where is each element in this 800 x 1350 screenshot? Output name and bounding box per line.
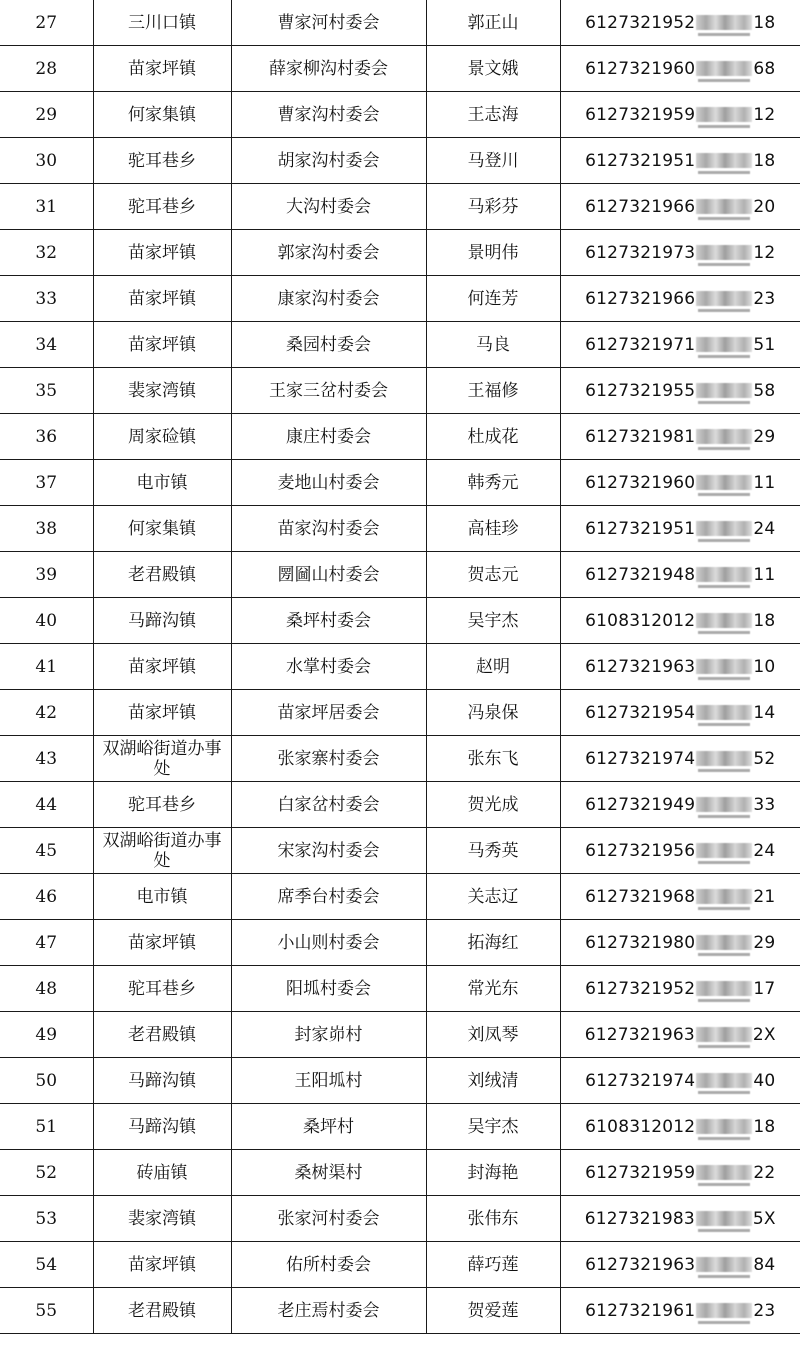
id-number-prefix: 6127321948 bbox=[585, 564, 696, 585]
id-number-suffix: 33 bbox=[753, 794, 776, 815]
town-cell: 三川口镇 bbox=[93, 0, 231, 46]
town-cell: 苗家坪镇 bbox=[93, 46, 231, 92]
town-cell: 驼耳巷乡 bbox=[93, 138, 231, 184]
table-row bbox=[0, 552, 800, 598]
id-number-cell bbox=[560, 368, 800, 414]
row-number-cell: 47 bbox=[0, 920, 93, 966]
village-cell: 麦地山村委会 bbox=[231, 460, 426, 506]
village-cell: 桑坪村 bbox=[231, 1104, 426, 1150]
person-name-cell: 薛巧莲 bbox=[426, 1242, 560, 1288]
id-number-suffix: 84 bbox=[753, 1254, 776, 1275]
id-number-prefix: 6127321963 bbox=[585, 656, 696, 677]
table-row bbox=[0, 368, 800, 414]
id-number-prefix: 6127321966 bbox=[585, 196, 696, 217]
id-redaction-blur bbox=[696, 705, 752, 720]
table-row bbox=[0, 46, 800, 92]
id-number-prefix: 6127321954 bbox=[585, 702, 696, 723]
table-row bbox=[0, 782, 800, 828]
town-cell: 苗家坪镇 bbox=[93, 920, 231, 966]
town-cell: 老君殿镇 bbox=[93, 552, 231, 598]
village-cell: 圐圙山村委会 bbox=[231, 552, 426, 598]
village-cell: 封家峁村 bbox=[231, 1012, 426, 1058]
id-number-cell bbox=[560, 92, 800, 138]
id-number-prefix: 6127321963 bbox=[585, 1254, 696, 1275]
id-redaction-blur bbox=[696, 337, 752, 352]
village-cell: 桑坪村委会 bbox=[231, 598, 426, 644]
row-number-cell: 39 bbox=[0, 552, 93, 598]
person-name-cell: 张东飞 bbox=[426, 736, 560, 782]
town-cell: 苗家坪镇 bbox=[93, 644, 231, 690]
id-number-cell bbox=[560, 552, 800, 598]
id-number-suffix: 18 bbox=[753, 12, 776, 33]
village-cell: 薛家柳沟村委会 bbox=[231, 46, 426, 92]
row-number-cell: 33 bbox=[0, 276, 93, 322]
town-cell: 马蹄沟镇 bbox=[93, 1058, 231, 1104]
id-number-suffix: 14 bbox=[753, 702, 776, 723]
village-cell: 王阳坬村 bbox=[231, 1058, 426, 1104]
row-number-cell: 54 bbox=[0, 1242, 93, 1288]
id-number-cell bbox=[560, 1012, 800, 1058]
town-cell: 马蹄沟镇 bbox=[93, 1104, 231, 1150]
id-number-suffix: 12 bbox=[753, 242, 776, 263]
id-redaction-blur bbox=[696, 383, 752, 398]
person-name-cell: 王福修 bbox=[426, 368, 560, 414]
table-row bbox=[0, 736, 800, 782]
row-number-cell: 45 bbox=[0, 828, 93, 874]
id-redaction-blur bbox=[696, 843, 752, 858]
village-cell: 曹家沟村委会 bbox=[231, 92, 426, 138]
id-number-suffix: 5X bbox=[752, 1208, 776, 1229]
town-cell: 驼耳巷乡 bbox=[93, 966, 231, 1012]
id-number-suffix: 21 bbox=[753, 886, 776, 907]
person-name-cell: 赵明 bbox=[426, 644, 560, 690]
person-name-cell: 冯泉保 bbox=[426, 690, 560, 736]
id-number-prefix: 6127321966 bbox=[585, 288, 696, 309]
id-number-prefix: 6127321955 bbox=[585, 380, 696, 401]
table-row bbox=[0, 276, 800, 322]
table-row bbox=[0, 1012, 800, 1058]
person-name-cell: 马登川 bbox=[426, 138, 560, 184]
row-number-cell: 37 bbox=[0, 460, 93, 506]
table-row bbox=[0, 598, 800, 644]
id-redaction-blur bbox=[696, 1165, 752, 1180]
person-name-cell: 王志海 bbox=[426, 92, 560, 138]
village-cell: 老庄焉村委会 bbox=[231, 1288, 426, 1334]
id-number-prefix: 6127321980 bbox=[585, 932, 696, 953]
row-number-cell: 48 bbox=[0, 966, 93, 1012]
village-cell: 曹家河村委会 bbox=[231, 0, 426, 46]
town-cell: 电市镇 bbox=[93, 460, 231, 506]
id-number-prefix: 6127321974 bbox=[585, 1070, 696, 1091]
person-name-cell: 马秀英 bbox=[426, 828, 560, 874]
row-number-cell: 27 bbox=[0, 0, 93, 46]
id-redaction-blur bbox=[696, 291, 752, 306]
id-number-cell bbox=[560, 828, 800, 874]
table-row bbox=[0, 1196, 800, 1242]
row-number-cell: 46 bbox=[0, 874, 93, 920]
id-number-prefix: 6127321956 bbox=[585, 840, 696, 861]
id-number-cell bbox=[560, 598, 800, 644]
id-number-cell bbox=[560, 1104, 800, 1150]
id-number-suffix: 18 bbox=[753, 1116, 776, 1137]
village-cell: 宋家沟村委会 bbox=[231, 828, 426, 874]
id-number-prefix: 6127321981 bbox=[585, 426, 696, 447]
id-number-suffix: 17 bbox=[753, 978, 776, 999]
person-name-cell: 马良 bbox=[426, 322, 560, 368]
id-redaction-blur bbox=[696, 751, 752, 766]
id-number-prefix: 6127321952 bbox=[585, 978, 696, 999]
id-redaction-blur bbox=[696, 1257, 752, 1272]
row-number-cell: 40 bbox=[0, 598, 93, 644]
id-redaction-blur bbox=[696, 107, 752, 122]
village-cell: 苗家沟村委会 bbox=[231, 506, 426, 552]
id-number-cell bbox=[560, 0, 800, 46]
village-cell: 郭家沟村委会 bbox=[231, 230, 426, 276]
person-name-cell: 张伟东 bbox=[426, 1196, 560, 1242]
row-number-cell: 52 bbox=[0, 1150, 93, 1196]
id-number-suffix: 20 bbox=[753, 196, 776, 217]
person-name-cell: 封海艳 bbox=[426, 1150, 560, 1196]
id-redaction-blur bbox=[696, 981, 752, 996]
id-number-suffix: 40 bbox=[753, 1070, 776, 1091]
village-cell: 桑树渠村 bbox=[231, 1150, 426, 1196]
id-number-prefix: 6127321960 bbox=[585, 58, 696, 79]
id-number-cell bbox=[560, 690, 800, 736]
town-cell: 老君殿镇 bbox=[93, 1288, 231, 1334]
row-number-cell: 28 bbox=[0, 46, 93, 92]
row-number-cell: 49 bbox=[0, 1012, 93, 1058]
id-number-suffix: 24 bbox=[753, 840, 776, 861]
id-number-cell bbox=[560, 1242, 800, 1288]
person-name-cell: 贺志元 bbox=[426, 552, 560, 598]
town-cell: 裴家湾镇 bbox=[93, 1196, 231, 1242]
person-name-cell: 景明伟 bbox=[426, 230, 560, 276]
id-number-cell bbox=[560, 920, 800, 966]
person-name-cell: 杜成花 bbox=[426, 414, 560, 460]
id-redaction-blur bbox=[696, 1073, 752, 1088]
row-number-cell: 29 bbox=[0, 92, 93, 138]
table-row bbox=[0, 506, 800, 552]
id-redaction-blur bbox=[696, 61, 752, 76]
id-number-cell bbox=[560, 414, 800, 460]
village-cell: 席季台村委会 bbox=[231, 874, 426, 920]
table-row bbox=[0, 230, 800, 276]
village-cell: 水掌村委会 bbox=[231, 644, 426, 690]
id-number-cell bbox=[560, 874, 800, 920]
village-cell: 王家三岔村委会 bbox=[231, 368, 426, 414]
table-row bbox=[0, 1058, 800, 1104]
id-redaction-blur bbox=[696, 429, 752, 444]
table-row bbox=[0, 1288, 800, 1334]
id-number-suffix: 68 bbox=[753, 58, 776, 79]
town-cell: 老君殿镇 bbox=[93, 1012, 231, 1058]
village-cell: 佑所村委会 bbox=[231, 1242, 426, 1288]
table-row bbox=[0, 1242, 800, 1288]
village-cell: 张家寨村委会 bbox=[231, 736, 426, 782]
table-row bbox=[0, 138, 800, 184]
id-number-prefix: 6127321951 bbox=[585, 518, 696, 539]
id-redaction-blur bbox=[696, 567, 752, 582]
id-number-prefix: 6127321973 bbox=[585, 242, 696, 263]
id-number-suffix: 51 bbox=[753, 334, 776, 355]
village-cell: 苗家坪居委会 bbox=[231, 690, 426, 736]
id-redaction-blur bbox=[696, 475, 752, 490]
town-cell: 马蹄沟镇 bbox=[93, 598, 231, 644]
table-row bbox=[0, 322, 800, 368]
town-cell: 砖庙镇 bbox=[93, 1150, 231, 1196]
id-number-cell bbox=[560, 184, 800, 230]
id-number-suffix: 23 bbox=[753, 1300, 776, 1321]
row-number-cell: 55 bbox=[0, 1288, 93, 1334]
id-redaction-blur bbox=[696, 521, 752, 536]
id-redaction-blur bbox=[696, 245, 752, 260]
id-redaction-blur bbox=[696, 1211, 752, 1226]
id-redaction-blur bbox=[696, 15, 752, 30]
id-number-cell bbox=[560, 644, 800, 690]
id-number-cell bbox=[560, 230, 800, 276]
id-number-suffix: 11 bbox=[753, 472, 776, 493]
row-number-cell: 42 bbox=[0, 690, 93, 736]
row-number-cell: 50 bbox=[0, 1058, 93, 1104]
town-cell: 苗家坪镇 bbox=[93, 230, 231, 276]
village-cell: 康庄村委会 bbox=[231, 414, 426, 460]
town-cell: 电市镇 bbox=[93, 874, 231, 920]
row-number-cell: 36 bbox=[0, 414, 93, 460]
table-row bbox=[0, 690, 800, 736]
id-number-cell bbox=[560, 1196, 800, 1242]
id-number-cell bbox=[560, 138, 800, 184]
id-number-suffix: 10 bbox=[753, 656, 776, 677]
row-number-cell: 32 bbox=[0, 230, 93, 276]
id-number-cell bbox=[560, 1150, 800, 1196]
person-name-cell: 高桂珍 bbox=[426, 506, 560, 552]
town-cell: 苗家坪镇 bbox=[93, 322, 231, 368]
id-number-suffix: 12 bbox=[753, 104, 776, 125]
table-row bbox=[0, 1150, 800, 1196]
table-row bbox=[0, 644, 800, 690]
row-number-cell: 34 bbox=[0, 322, 93, 368]
id-number-prefix: 6127321959 bbox=[585, 104, 696, 125]
village-cell: 张家河村委会 bbox=[231, 1196, 426, 1242]
person-name-cell: 贺爱莲 bbox=[426, 1288, 560, 1334]
person-name-cell: 关志辽 bbox=[426, 874, 560, 920]
id-number-cell bbox=[560, 736, 800, 782]
row-number-cell: 30 bbox=[0, 138, 93, 184]
id-number-suffix: 23 bbox=[753, 288, 776, 309]
town-cell: 何家集镇 bbox=[93, 506, 231, 552]
id-number-prefix: 6127321968 bbox=[585, 886, 696, 907]
id-number-prefix: 6127321959 bbox=[585, 1162, 696, 1183]
id-number-suffix: 2X bbox=[752, 1024, 776, 1045]
id-number-prefix: 6127321961 bbox=[585, 1300, 696, 1321]
id-number-prefix: 6108312012 bbox=[585, 1116, 696, 1137]
id-number-cell bbox=[560, 1288, 800, 1334]
row-number-cell: 43 bbox=[0, 736, 93, 782]
person-name-cell: 刘绒清 bbox=[426, 1058, 560, 1104]
person-name-cell: 吴宇杰 bbox=[426, 1104, 560, 1150]
person-name-cell: 吴宇杰 bbox=[426, 598, 560, 644]
village-cell: 白家岔村委会 bbox=[231, 782, 426, 828]
table-row bbox=[0, 828, 800, 874]
id-number-cell bbox=[560, 460, 800, 506]
id-number-suffix: 29 bbox=[753, 426, 776, 447]
village-cell: 阳坬村委会 bbox=[231, 966, 426, 1012]
id-number-cell bbox=[560, 1058, 800, 1104]
row-number-cell: 44 bbox=[0, 782, 93, 828]
table-row bbox=[0, 1104, 800, 1150]
town-cell: 苗家坪镇 bbox=[93, 1242, 231, 1288]
id-redaction-blur bbox=[696, 935, 752, 950]
id-number-prefix: 6127321949 bbox=[585, 794, 696, 815]
person-name-cell: 何连芳 bbox=[426, 276, 560, 322]
id-number-prefix: 6127321983 bbox=[584, 1208, 695, 1229]
person-name-cell: 郭正山 bbox=[426, 0, 560, 46]
id-number-prefix: 6127321963 bbox=[584, 1024, 695, 1045]
table-row bbox=[0, 920, 800, 966]
table-row bbox=[0, 414, 800, 460]
village-cell: 桑园村委会 bbox=[231, 322, 426, 368]
id-number-cell bbox=[560, 322, 800, 368]
id-number-cell bbox=[560, 506, 800, 552]
row-number-cell: 35 bbox=[0, 368, 93, 414]
town-cell: 双湖峪街道办事处 bbox=[93, 736, 231, 782]
id-number-suffix: 58 bbox=[753, 380, 776, 401]
town-cell: 苗家坪镇 bbox=[93, 276, 231, 322]
id-number-cell bbox=[560, 966, 800, 1012]
table-row bbox=[0, 0, 800, 46]
row-number-cell: 51 bbox=[0, 1104, 93, 1150]
id-number-suffix: 22 bbox=[753, 1162, 776, 1183]
table-row bbox=[0, 966, 800, 1012]
id-number-suffix: 18 bbox=[753, 610, 776, 631]
id-number-suffix: 29 bbox=[753, 932, 776, 953]
village-cell: 康家沟村委会 bbox=[231, 276, 426, 322]
person-name-cell: 马彩芬 bbox=[426, 184, 560, 230]
person-name-cell: 刘凤琴 bbox=[426, 1012, 560, 1058]
id-redaction-blur bbox=[696, 613, 752, 628]
id-number-prefix: 6127321960 bbox=[585, 472, 696, 493]
id-redaction-blur bbox=[696, 153, 752, 168]
row-number-cell: 41 bbox=[0, 644, 93, 690]
id-redaction-blur bbox=[696, 1119, 752, 1134]
id-redaction-blur bbox=[696, 889, 752, 904]
person-name-cell: 常光东 bbox=[426, 966, 560, 1012]
id-number-prefix: 6127321952 bbox=[585, 12, 696, 33]
id-redaction-blur bbox=[696, 1027, 752, 1042]
row-number-cell: 31 bbox=[0, 184, 93, 230]
id-number-suffix: 52 bbox=[753, 748, 776, 769]
id-redaction-blur bbox=[696, 797, 752, 812]
id-number-suffix: 11 bbox=[753, 564, 776, 585]
id-number-suffix: 18 bbox=[753, 150, 776, 171]
town-cell: 驼耳巷乡 bbox=[93, 184, 231, 230]
town-cell: 裴家湾镇 bbox=[93, 368, 231, 414]
person-name-cell: 拓海红 bbox=[426, 920, 560, 966]
id-redaction-blur bbox=[696, 1303, 752, 1318]
id-redaction-blur bbox=[696, 199, 752, 214]
id-number-cell bbox=[560, 276, 800, 322]
town-cell: 苗家坪镇 bbox=[93, 690, 231, 736]
id-number-cell bbox=[560, 46, 800, 92]
id-redaction-blur bbox=[696, 659, 752, 674]
village-cell: 小山则村委会 bbox=[231, 920, 426, 966]
id-number-suffix: 24 bbox=[753, 518, 776, 539]
id-number-prefix: 6127321951 bbox=[585, 150, 696, 171]
person-name-cell: 贺光成 bbox=[426, 782, 560, 828]
table-row bbox=[0, 184, 800, 230]
person-name-cell: 景文娥 bbox=[426, 46, 560, 92]
village-cell: 大沟村委会 bbox=[231, 184, 426, 230]
village-cell: 胡家沟村委会 bbox=[231, 138, 426, 184]
id-number-prefix: 6108312012 bbox=[585, 610, 696, 631]
id-number-prefix: 6127321974 bbox=[585, 748, 696, 769]
town-cell: 驼耳巷乡 bbox=[93, 782, 231, 828]
town-cell: 双湖峪街道办事处 bbox=[93, 828, 231, 874]
table-row bbox=[0, 874, 800, 920]
id-number-cell bbox=[560, 782, 800, 828]
table-row bbox=[0, 460, 800, 506]
id-number-prefix: 6127321971 bbox=[585, 334, 696, 355]
row-number-cell: 53 bbox=[0, 1196, 93, 1242]
table-row bbox=[0, 92, 800, 138]
row-number-cell: 38 bbox=[0, 506, 93, 552]
town-cell: 周家硷镇 bbox=[93, 414, 231, 460]
town-cell: 何家集镇 bbox=[93, 92, 231, 138]
person-name-cell: 韩秀元 bbox=[426, 460, 560, 506]
